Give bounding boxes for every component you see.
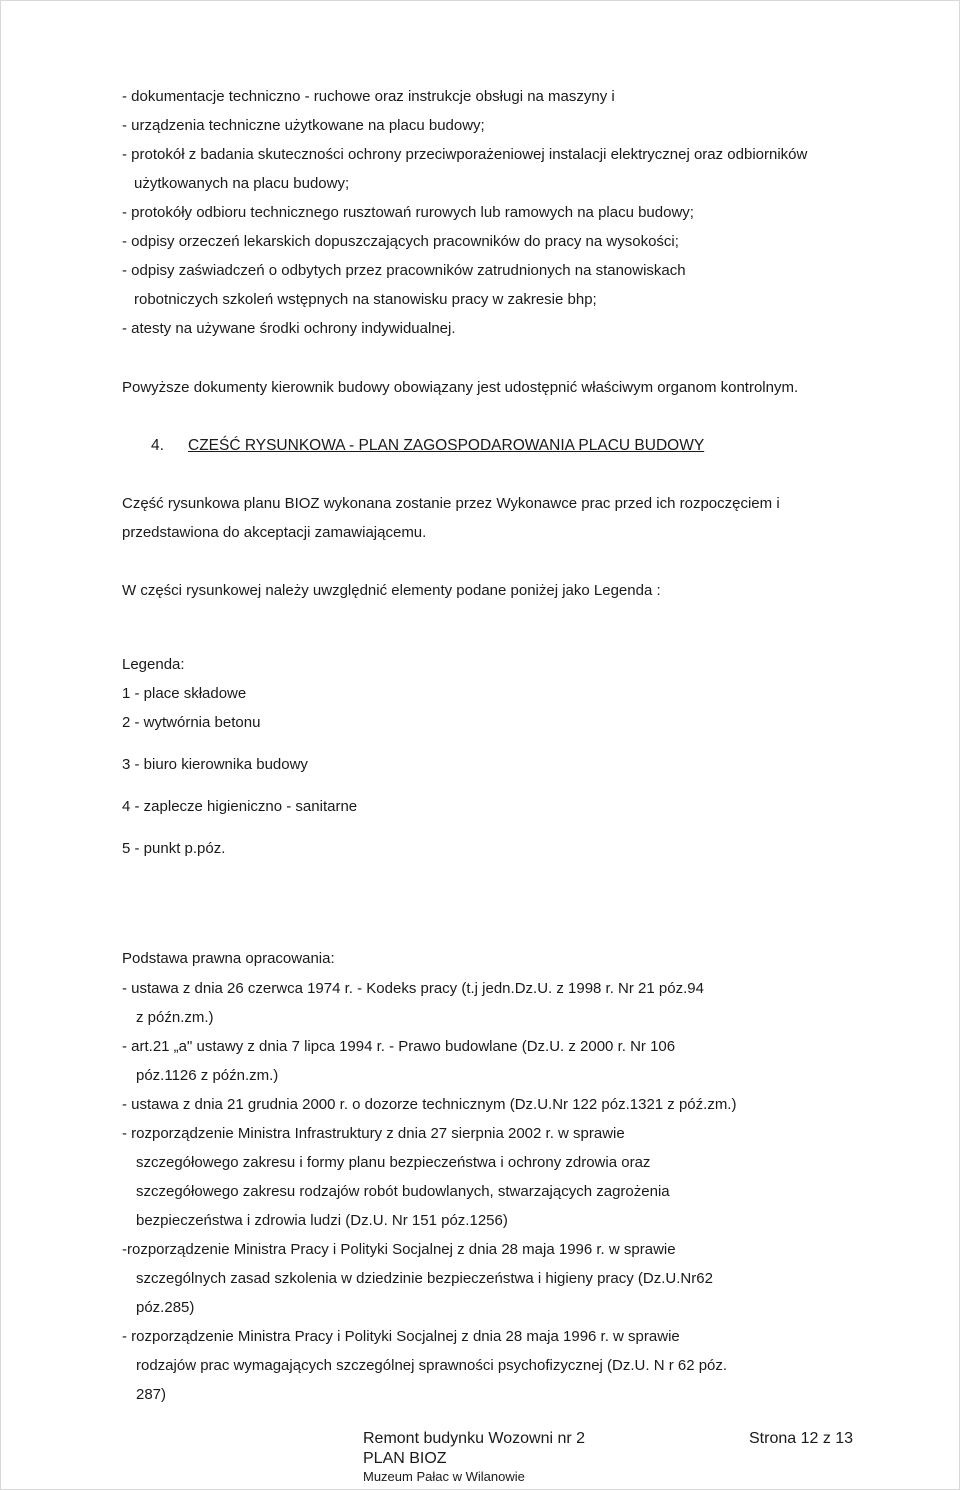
footer-page-number: Strona 12 z 13 xyxy=(749,1430,854,1447)
legal-line: - art.21 „a" ustawy z dnia 7 lipca 1994 r. - Prawo budowlane (Dz.U. z 2000 r. Nr 106 xyxy=(122,1038,676,1055)
legend-title: Legenda: xyxy=(122,656,185,673)
docs-line: - odpisy zaświadczeń o odbytych przez pracowników zatrudnionych na stanowiskach xyxy=(122,262,686,279)
docs-line: - dokumentacje techniczno - ruchowe oraz instrukcje obsługi na maszyny i xyxy=(122,88,615,105)
legal-line: póz.285) xyxy=(136,1299,195,1316)
docs-line: - protokóły odbioru technicznego rusztowań rurowych lub ramowych na placu budowy; xyxy=(122,204,694,221)
legal-line: z późn.zm.) xyxy=(136,1009,214,1026)
legal-line: - rozporządzenie Ministra Pracy i Polityki Socjalnej z dnia 28 maja 1996 r. w sprawie xyxy=(122,1328,680,1345)
legal-line: -rozporządzenie Ministra Pracy i Polityki Socjalnej z dnia 28 maja 1996 r. w sprawie xyxy=(122,1241,676,1258)
section-number: 4. xyxy=(151,437,164,454)
docs-line: - atesty na używane środki ochrony indywidualnej. xyxy=(122,320,456,337)
legend-item: 1 - place składowe xyxy=(122,685,247,702)
docs-line: - urządzenia techniczne użytkowane na placu budowy; xyxy=(122,117,485,134)
legal-line: póz.1126 z późn.zm.) xyxy=(136,1067,279,1084)
drawing-text: Część rysunkowa planu BIOZ wykonana zostanie przez Wykonawce prac przed ich rozpoczęciem i xyxy=(122,495,780,512)
legend-item: 2 - wytwórnia betonu xyxy=(122,714,261,731)
legend-item: 5 - punkt p.póz. xyxy=(122,840,226,857)
legal-line: 287) xyxy=(136,1386,167,1403)
legal-line: szczegółowego zakresu rodzajów robót budowlanych, stwarzających zagrożenia xyxy=(136,1183,670,1200)
docs-line: robotniczych szkoleń wstępnych na stanowisku pracy w zakresie bhp; xyxy=(134,291,597,308)
legal-line: - rozporządzenie Ministra Infrastruktury z dnia 27 sierpnia 2002 r. w sprawie xyxy=(122,1125,625,1142)
section-title: CZEŚĆ RYSUNKOWA - PLAN ZAGOSPODAROWANIA PLACU BUDOWY xyxy=(188,437,705,454)
legal-title: Podstawa prawna opracowania: xyxy=(122,950,335,967)
legal-line: bezpieczeństwa i zdrowia ludzi (Dz.U. Nr 151 póz.1256) xyxy=(136,1212,508,1229)
legal-line: szczególnych zasad szkolenia w dziedzinie bezpieczeństwa i higieny pracy (Dz.U.Nr62 xyxy=(136,1270,713,1287)
legal-line: rodzajów prac wymagających szczególnej sprawności psychofizycznej (Dz.U. N r 62 póz. xyxy=(136,1357,728,1374)
docs-line: użytkowanych na placu budowy; xyxy=(134,175,350,192)
footer-doc: PLAN BIOZ xyxy=(363,1450,447,1467)
legend-intro: W części rysunkowej należy uwzględnić elementy podane poniżej jako Legenda : xyxy=(122,582,661,599)
section-heading xyxy=(151,437,704,455)
docs-line: - odpisy orzeczeń lekarskich dopuszczających pracowników do pracy na wysokości; xyxy=(122,233,679,250)
legend-item: 4 - zaplecze higieniczno - sanitarne xyxy=(122,798,358,815)
drawing-text: przedstawiona do akceptacji zamawiającemu. xyxy=(122,524,427,541)
footer-project: Remont budynku Wozowni nr 2 xyxy=(363,1430,586,1447)
legend-item: 3 - biuro kierownika budowy xyxy=(122,756,308,773)
docs-note: Powyższe dokumenty kierownik budowy obowiązany jest udostępnić właściwym organom kontrolnym. xyxy=(122,379,799,396)
legal-line: szczegółowego zakresu i formy planu bezpieczeństwa i ochrony zdrowia oraz xyxy=(136,1154,651,1171)
legal-line: - ustawa z dnia 26 czerwca 1974 r. - Kodeks pracy (t.j jedn.Dz.U. z 1998 r. Nr 21 póz.94 xyxy=(122,980,704,997)
legal-line: - ustawa z dnia 21 grudnia 2000 r. o dozorze technicznym (Dz.U.Nr 122 póz.1321 z póź.zm.) xyxy=(122,1096,737,1113)
docs-line: - protokół z badania skuteczności ochrony przeciwporażeniowej instalacji elektrycznej oraz odbiorników xyxy=(122,146,808,163)
footer-org: Muzeum Pałac w Wilanowie xyxy=(363,1469,525,1484)
